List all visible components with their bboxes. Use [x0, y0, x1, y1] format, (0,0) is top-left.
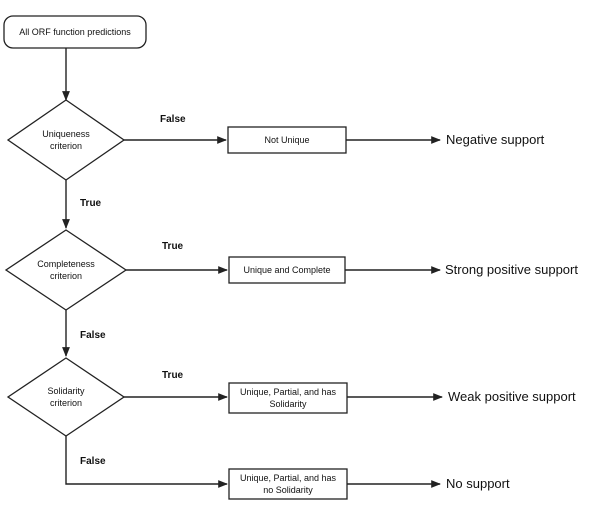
completeness-decision-line1: Completeness [37, 259, 95, 269]
unique-partial-no-solidarity-line2: no Solidarity [263, 485, 313, 495]
solidarity-decision-line2: criterion [49, 398, 83, 408]
strong-positive-support-result: Strong positive support [445, 262, 578, 277]
completeness-false-label: False [80, 330, 106, 341]
uniqueness-false-label: False [160, 114, 186, 125]
solidarity-decision-line1: Solidarity [47, 386, 85, 396]
no-support-result: No support [446, 476, 510, 491]
uniqueness-decision-line1: Uniqueness [42, 129, 90, 139]
completeness-decision-line2: criterion [49, 271, 83, 281]
unique-partial-solidarity-line2: Solidarity [269, 399, 307, 409]
negative-support-result: Negative support [446, 132, 545, 147]
solidarity-false-label: False [80, 456, 106, 467]
uniqueness-decision-line2: criterion [49, 141, 83, 151]
unique-partial-solidarity-line1: Unique, Partial, and has [239, 387, 337, 397]
solidarity-true-label: True [162, 370, 184, 381]
start-node-label: All ORF function predictions [19, 27, 131, 37]
weak-positive-support-result: Weak positive support [448, 389, 576, 404]
uniqueness-decision [8, 100, 124, 180]
unique-complete-box-label: Unique and Complete [243, 265, 331, 275]
unique-partial-no-solidarity-line1: Unique, Partial, and has [239, 473, 337, 483]
solidarity-decision [8, 358, 124, 436]
completeness-decision [6, 230, 126, 310]
not-unique-box-label: Not Unique [264, 135, 310, 145]
completeness-true-label: True [162, 241, 184, 252]
uniqueness-true-label: True [80, 198, 102, 209]
